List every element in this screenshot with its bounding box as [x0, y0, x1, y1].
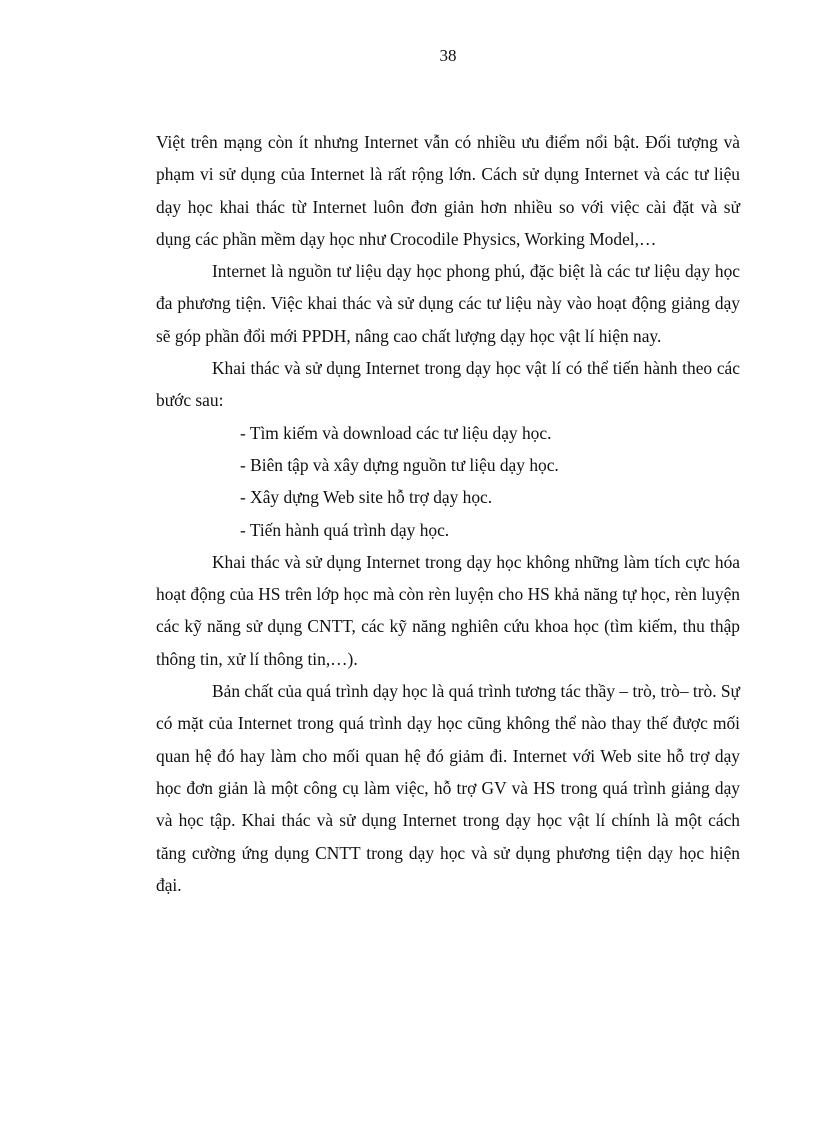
paragraph-steps-intro: Khai thác và sử dụng Internet trong dạy học vật lí có thể tiến hành theo các bước sau: — [156, 358, 740, 411]
paragraph-benefits: Khai thác và sử dụng Internet trong dạy học không những làm tích cực hóa hoạt động của HS trên lớp học mà còn rèn luyện cho HS khả năng tự học, rèn luyện các kỹ năng sử dụng CNTT, các kỹ năng nghiên cứu khoa học (tìm kiếm, thu thập thông tin, xử lí thông tin,…). — [156, 551, 740, 669]
paragraph-nature-of-teaching: Bản chất của quá trình dạy học là quá trình tương tác thầy – trò, trò– trò. Sự có mặt của Internet trong quá trình dạy học cũng không thể nào thay thế được mối quan hệ đó hay làm cho mối quan hệ đó giảm đi. Internet với Web site hỗ trợ dạy học đơn giản là một công cụ làm việc, hỗ trợ GV và HS trong quá trình giảng dạy và học tập. Khai thác và sử dụng Internet trong dạy học vật lí chính là một cách tăng cường ứng dụng CNTT trong dạy học và sử dụng phương tiện dạy học hiện đại. — [156, 681, 740, 895]
list-item: - Biên tập và xây dựng nguồn tư liệu dạy học. — [240, 454, 559, 475]
list-item: - Tìm kiếm và download các tư liệu dạy học. — [240, 422, 552, 443]
paragraph-continuation: Việt trên mạng còn ít nhưng Internet vẫn có nhiều ưu điểm nổi bật. Đối tượng và phạm vi sử dụng của Internet là rất rộng lớn. Cách sử dụng Internet và các tư liệu dạy học khai thác từ Internet luôn đơn giản hơn nhiều so với việc cài đặt và sử dụng các phần mềm dạy học như Crocodile Physics, Working Model,… — [156, 132, 740, 249]
document-body — [156, 126, 740, 901]
list-item: - Xây dựng Web site hỗ trợ dạy học. — [240, 487, 493, 508]
steps-list — [156, 417, 740, 546]
page-number: 38 — [439, 46, 457, 65]
paragraph-internet-resources: Internet là nguồn tư liệu dạy học phong phú, đặc biệt là các tư liệu dạy học đa phương tiện. Việc khai thác và sử dụng các tư liệu này vào hoạt động giảng dạy sẽ góp phần đổi mới PPDH, nâng cao chất lượng dạy học vật lí hiện nay. — [156, 261, 740, 346]
list-item: - Tiến hành quá trình dạy học. — [240, 519, 450, 540]
